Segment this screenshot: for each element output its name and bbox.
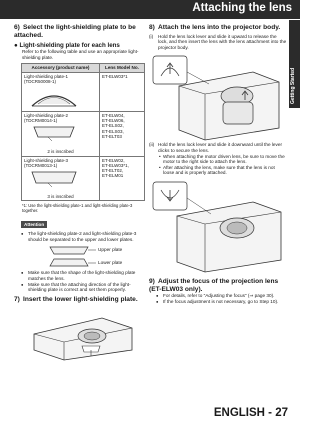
lens-model: ET-ELW03*1, [102, 162, 129, 168]
sub-i-number: (i) [149, 33, 154, 39]
lens-plate-subheading-text: Light-shielding plate for each lens [19, 42, 120, 50]
table-row [22, 72, 145, 111]
step-8-sub-i [149, 34, 287, 51]
plate-3-image [24, 168, 97, 194]
table-description: Refer to the following table and use an appropriate light-shielding plate. [22, 49, 139, 60]
lens-model: ET-ELW03*1 [102, 73, 128, 79]
left-column [14, 24, 146, 362]
side-tab-label: Getting Started [290, 67, 296, 104]
plate-2-caption: 2 is inscribed [47, 149, 74, 155]
lens-plate-subheading: ● Light-shielding plate for each lens [14, 42, 120, 50]
step-9-heading [149, 278, 287, 293]
lower-plate-label: Lower plate [98, 260, 123, 266]
step-6-number: 6) [14, 24, 20, 31]
lens-model: ET-ELW02, [102, 157, 125, 163]
step-7-heading [14, 296, 146, 304]
lens-insert-illustration [149, 52, 287, 142]
lens-model: ET-ELW04, [102, 112, 125, 118]
step-8-sub-ii [149, 142, 287, 153]
plate-name: Light-shielding plate-1 (TDCR50008-1) [24, 73, 69, 84]
plate-name: Light-shielding plate-2 (TDCRM0014-1) [24, 112, 69, 124]
step-8-number: 8) [149, 24, 155, 31]
step-7-number: 7) [14, 295, 20, 303]
plate-1-image [24, 84, 97, 110]
attention-label: Attention [21, 221, 47, 228]
sub-ii-number: (ii) [149, 142, 155, 148]
projector-lower-plate-illustration [14, 306, 146, 362]
step-9-bullet: ● For details, refer to "Adjusting the focus" (⇒ page 30). [149, 293, 287, 299]
lens-model: ET-ELW06, [102, 118, 125, 124]
table-header-accessory: Accessory (product name) [22, 64, 100, 72]
step-9-number: 9) [149, 277, 155, 285]
page-header-title: Attaching the lens [192, 2, 292, 14]
sub-ii-bullet: • After attaching the lens, make sure that the lens is not loose and is properly attached. [149, 165, 287, 176]
light-shielding-table [21, 63, 145, 201]
header-bar [0, 0, 300, 19]
table-footnote: *1: Use the light-shielding plate-1 and light-shielding plate-3 together. [22, 203, 133, 214]
plate-2-image [24, 123, 97, 149]
page-number: ENGLISH - 27 [213, 407, 288, 419]
sub-ii-bullet: • When attaching the motor driven lens, be sure to move the motor to the right side to attach the lens. [149, 154, 287, 165]
plate-3-caption: 3 is inscribed [47, 194, 74, 199]
lens-model: ET-ELM01 [102, 173, 124, 179]
lens-model: ET-ELT02, [102, 168, 124, 173]
lens-lock-illustration [149, 178, 287, 276]
table-header-row [22, 64, 145, 72]
sub-i-text: Hold the lens lock lever and slide it upward to release the lock, and then insert the lens with the lens attachment into the projector body. [158, 33, 287, 50]
upper-plate-label: Upper plate [98, 247, 123, 253]
step-8-title: Attach the lens into the projector body. [158, 24, 281, 31]
step-8-heading [149, 24, 287, 32]
table-row [22, 156, 145, 201]
note-bullet: ● Make sure that the shape of the light-shielding plate matches the lens. [14, 270, 146, 281]
note-bullet: ● Make sure that the attaching direction of the light-shielding plate is correct and set them properly. [14, 282, 146, 293]
step-9-title: Adjust the focus of the projection lens (ET-ELW03 only). [149, 277, 279, 293]
step-6-heading [14, 24, 146, 39]
right-column [149, 24, 287, 304]
lens-model: ET-ELT03 [102, 133, 122, 139]
upper-lower-plate-illustration [14, 244, 146, 270]
sub-ii-text: Hold the lens lock lever and slide it downward until the lever clicks to secure the lens. [158, 142, 283, 153]
side-tab [289, 20, 300, 108]
step-9-bullet: ● If the focus adjustment is not necessary, go to Step 10). [149, 299, 287, 305]
attention-item: ● The light-shielding plate-2 and light-shielding plate-3 should be separated to the upper and lower plates. [14, 231, 146, 242]
table-header-lens-model: Lens Model No. [100, 64, 145, 72]
lens-model: ET-ELS03, [102, 128, 124, 134]
plate-name: Light-shielding plate-3 (TDCRM0013-1) [24, 157, 69, 168]
step-6-title: Select the light-shielding plate to be attached. [14, 24, 136, 39]
step-7-title: Insert the lower light-shielding plate. [23, 295, 138, 303]
lens-model: ET-ELS02, [102, 123, 124, 129]
table-row [22, 111, 145, 156]
